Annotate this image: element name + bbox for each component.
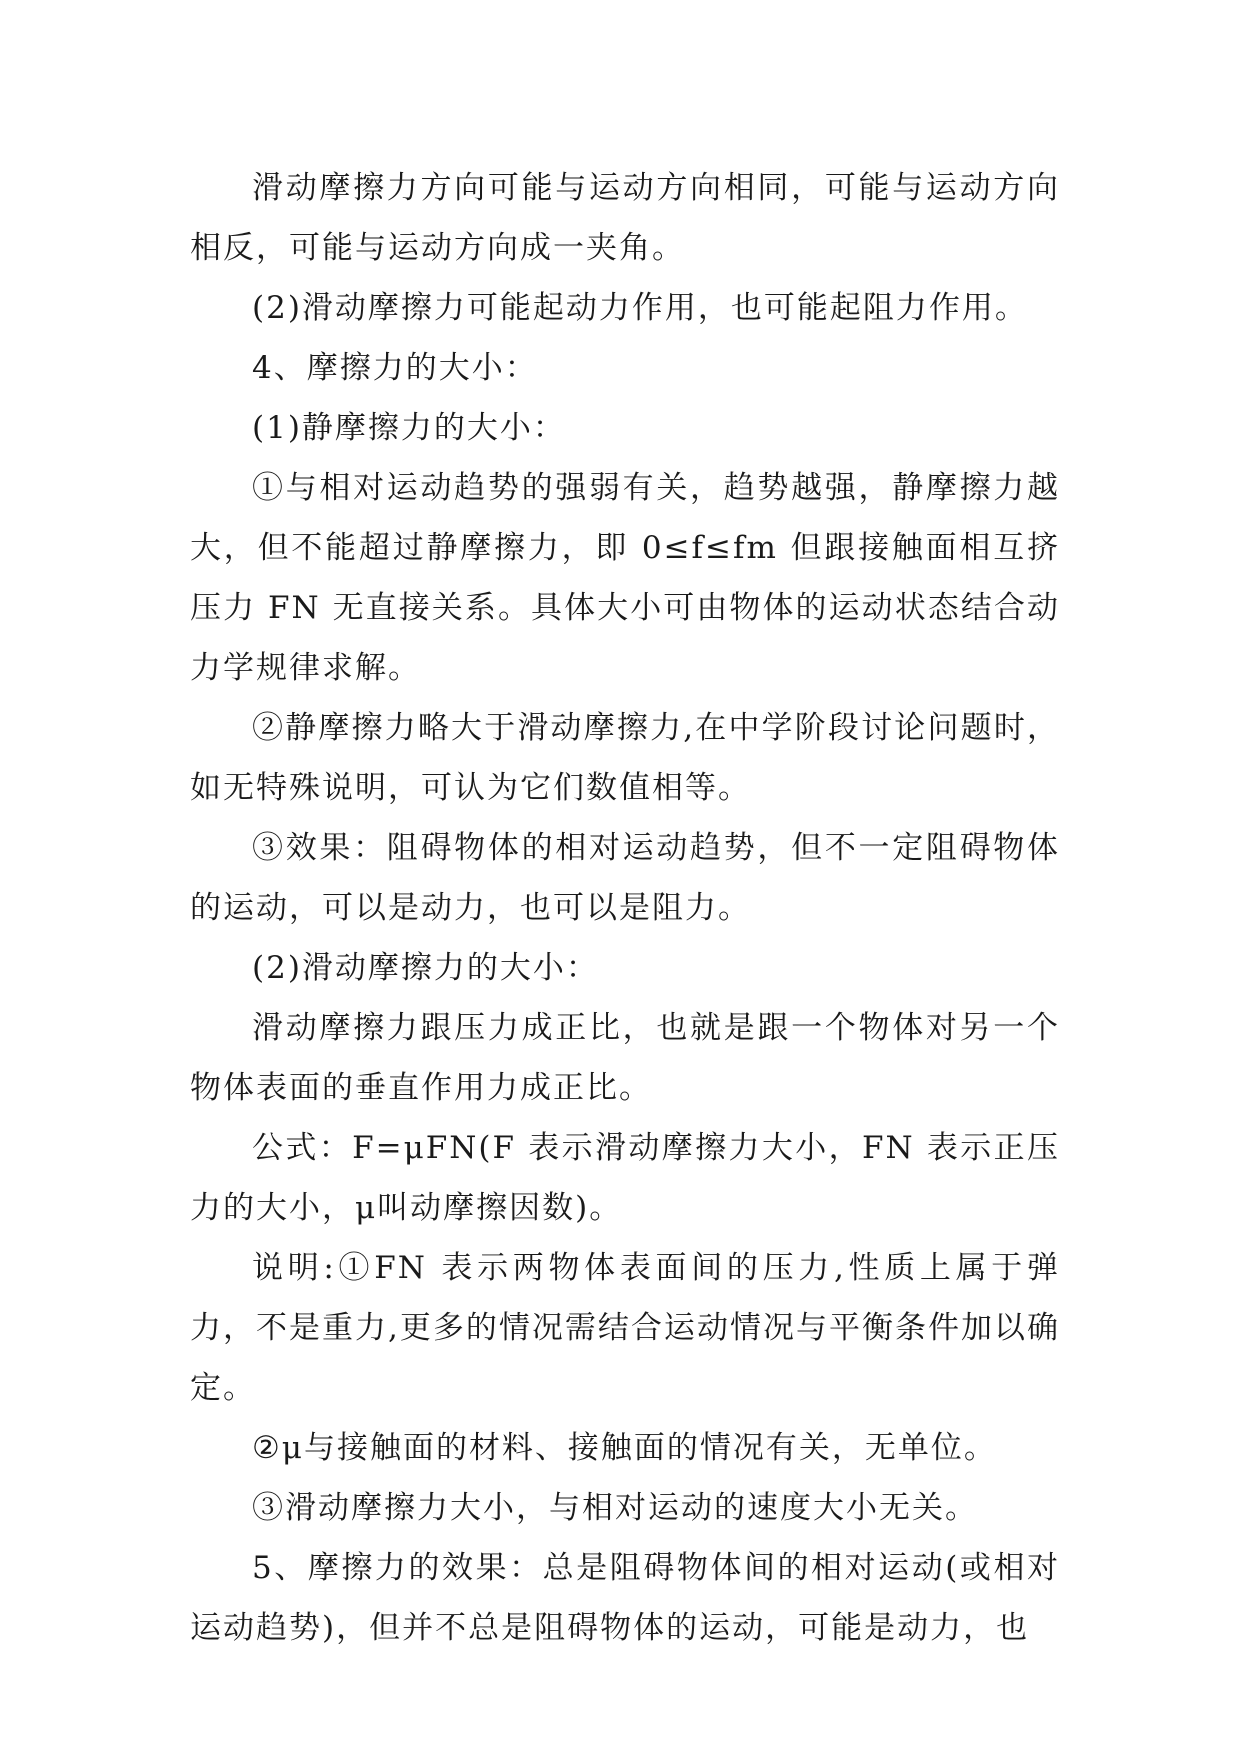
- paragraph-sliding-friction-proportional: 滑动摩擦力跟压力成正比，也就是跟一个物体对另一个物体表面的垂直作用力成正比。: [190, 1010, 1060, 1106]
- paragraph-friction-effect: 5、摩擦力的效果：总是阻碍物体间的相对运动(或相对运动趋势)，但并不总是阻碍物体的运动，可能是动力，也: [190, 1550, 1060, 1646]
- subheading-static-friction-magnitude: (1)静摩擦力的大小：: [252, 410, 566, 446]
- paragraph-sliding-friction-role: (2)滑动摩擦力可能起动力作用，也可能起阻力作用。: [252, 290, 1028, 326]
- paragraph-static-friction-point-1: ①与相对运动趋势的强弱有关，趋势越强，静摩擦力越大，但不能超过静摩擦力，即 0≤f≤fm 但跟接触面相互挤压力 FN 无直接关系。具体大小可由物体的运动状态结合动力学规律求解。: [190, 470, 1060, 686]
- paragraph-note-2: ②μ与接触面的材料、接触面的情况有关，无单位。: [252, 1430, 997, 1466]
- paragraph-note-3: ③滑动摩擦力大小，与相对运动的速度大小无关。: [252, 1490, 978, 1526]
- paragraph-static-friction-point-3: ③效果：阻碍物体的相对运动趋势，但不一定阻碍物体的运动，可以是动力，也可以是阻力。: [190, 830, 1060, 926]
- heading-friction-magnitude: 4、摩擦力的大小：: [252, 350, 538, 386]
- subheading-sliding-friction-magnitude: (2)滑动摩擦力的大小：: [252, 950, 599, 986]
- document-body: [190, 158, 1060, 1658]
- paragraph-sliding-friction-direction: 滑动摩擦力方向可能与运动方向相同，可能与运动方向相反，可能与运动方向成一夹角。: [190, 170, 1060, 266]
- paragraph-static-friction-point-2: ②静摩擦力略大于滑动摩擦力,在中学阶段讨论问题时，如无特殊说明，可认为它们数值相等。: [190, 710, 1060, 806]
- paragraph-formula: 公式：F=μFN(F 表示滑动摩擦力大小，FN 表示正压力的大小，μ叫动摩擦因数)。: [190, 1130, 1060, 1226]
- paragraph-note-1: 说明:①FN 表示两物体表面间的压力,性质上属于弹力，不是重力,更多的情况需结合运动情况与平衡条件加以确定。: [190, 1250, 1060, 1406]
